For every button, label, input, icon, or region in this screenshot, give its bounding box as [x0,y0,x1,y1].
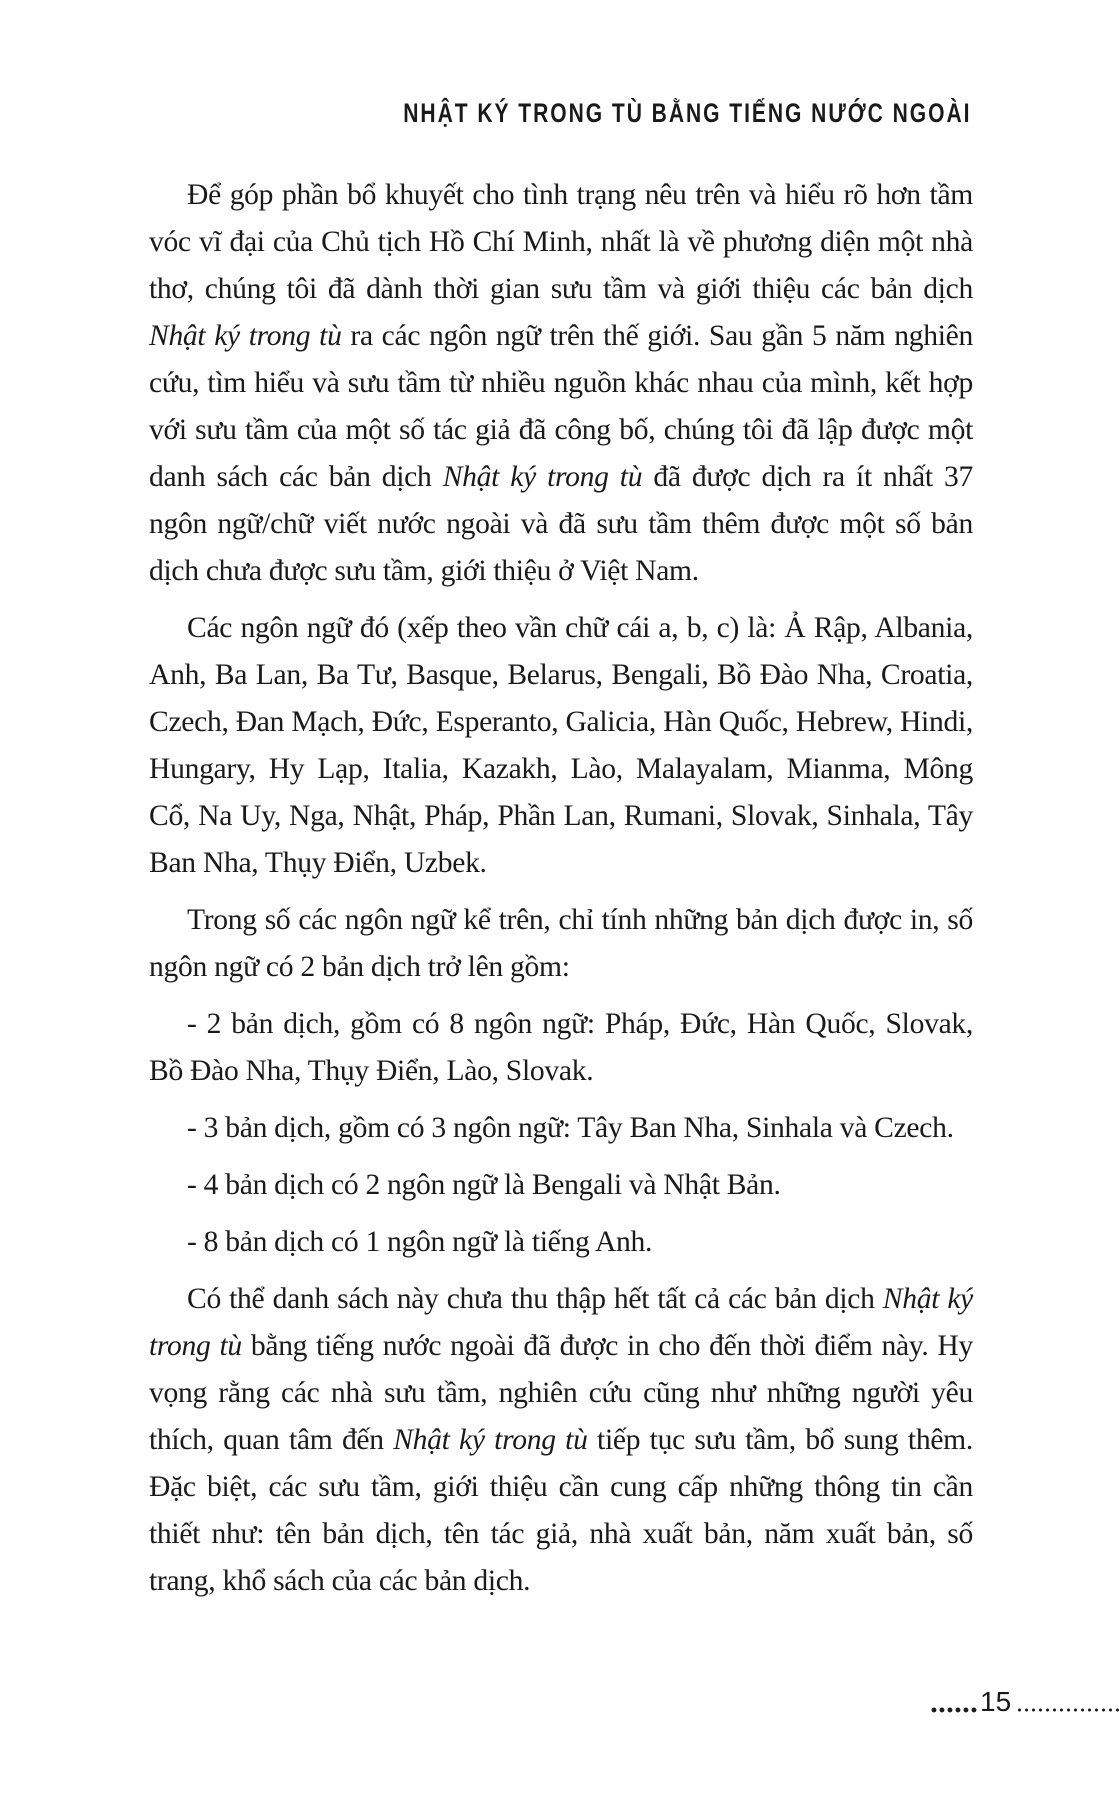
paragraph-closing-text-3: tiếp tục sưu tầm, bổ sung thêm. Đặc biệt, các sưu tầm, giới thiệu cần cung cấp những thông tin cần thiết như: tên bản dịch, tên tác giả, nhà xuất bản, năm xuất bản, số trang, khổ sách của các bản dịch. [149,1424,973,1597]
book-title: Nhật ký trong tù [442,461,643,493]
paragraph-intro [149,172,973,595]
paragraph-intro-text-3: đã được dịch ra ít nhất 37 ngôn ngữ/chữ viết nước ngoài và đã sưu tầm thêm được một số bản dịch chưa được sưu tầm, giới thiệu ở Việt Nam. [149,461,973,587]
paragraph-translation-counts: Trong số các ngôn ngữ kể trên, chỉ tính những bản dịch được in, số ngôn ngữ có 2 bản dịch trở lên gồm: [149,904,973,983]
list-item: - 4 bản dịch có 2 ngôn ngữ là Bengali và Nhật Bản. [187,1169,781,1201]
paragraph-closing-text-2: bằng tiếng nước ngoài đã được in cho đến thời điểm này. Hy vọng rằng các nhà sưu tầm, nghiên cứu cũng như những người yêu thích, quan tâm đến [149,1330,973,1456]
book-title: Nhật ký trong tù [149,1283,974,1362]
list-item: - 2 bản dịch, gồm có 8 ngôn ngữ: Pháp, Đức, Hàn Quốc, Slovak, Bồ Đào Nha, Thụy Điển, Lào, Slovak. [149,1008,973,1087]
paragraph-closing [149,1276,973,1605]
page-number: 15 [980,1686,1012,1717]
trailing-dots [1016,1708,1119,1712]
list-item: - 3 bản dịch, gồm có 3 ngôn ngữ: Tây Ban Nha, Sinhala và Czech. [187,1112,954,1144]
running-header: NHẬT KÝ TRONG TÙ BẰNG TIẾNG NƯỚC NGOÀI [402,98,971,128]
paragraph-closing-text-1: Có thể danh sách này chưa thu thập hết tất cả các bản dịch [187,1283,883,1315]
paragraph-intro-text-2: ra các ngôn ngữ trên thế giới. Sau gần 5 năm nghiên cứu, tìm hiểu và sưu tầm từ nhiều nguồn khác nhau của mình, kết hợp với sưu tầm của một số tác giả đã công bố, chúng tôi đã lập được một danh sách các bản dịch [149,320,973,493]
leader-dots [930,1707,978,1713]
book-title: Nhật ký trong tù [393,1424,588,1456]
page-footer [930,1686,1119,1726]
book-title: Nhật ký trong tù [149,320,342,352]
paragraph-intro-text-1: Để góp phần bổ khuyết cho tình trạng nêu trên và hiểu rõ hơn tầm vóc vĩ đại của Chủ tịch Hồ Chí Minh, nhất là về phương diện một nhà thơ, chúng tôi đã dành thời gian sưu tầm và giới thiệu các bản dịch [149,179,973,305]
paragraph-languages: Các ngôn ngữ đó (xếp theo vần chữ cái a, b, c) là: Ả Rập, Albania, Anh, Ba Lan, Ba Tư, Basque, Belarus, Bengali, Bồ Đào Nha, Croatia, Czech, Đan Mạch, Đức, Esperanto, Galicia, Hàn Quốc, Hebrew, Hindi, Hungary, Hy Lạp, Italia, Kazakh, Lào, Malayalam, Mianma, Mông Cổ, Na Uy, Nga, Nhật, Pháp, Phần Lan, Rumani, Slovak, Sinhala, Tây Ban Nha, Thụy Điển, Uzbek. [149,612,973,879]
body-text [149,172,973,1615]
list-item: - 8 bản dịch có 1 ngôn ngữ là tiếng Anh. [187,1226,653,1258]
